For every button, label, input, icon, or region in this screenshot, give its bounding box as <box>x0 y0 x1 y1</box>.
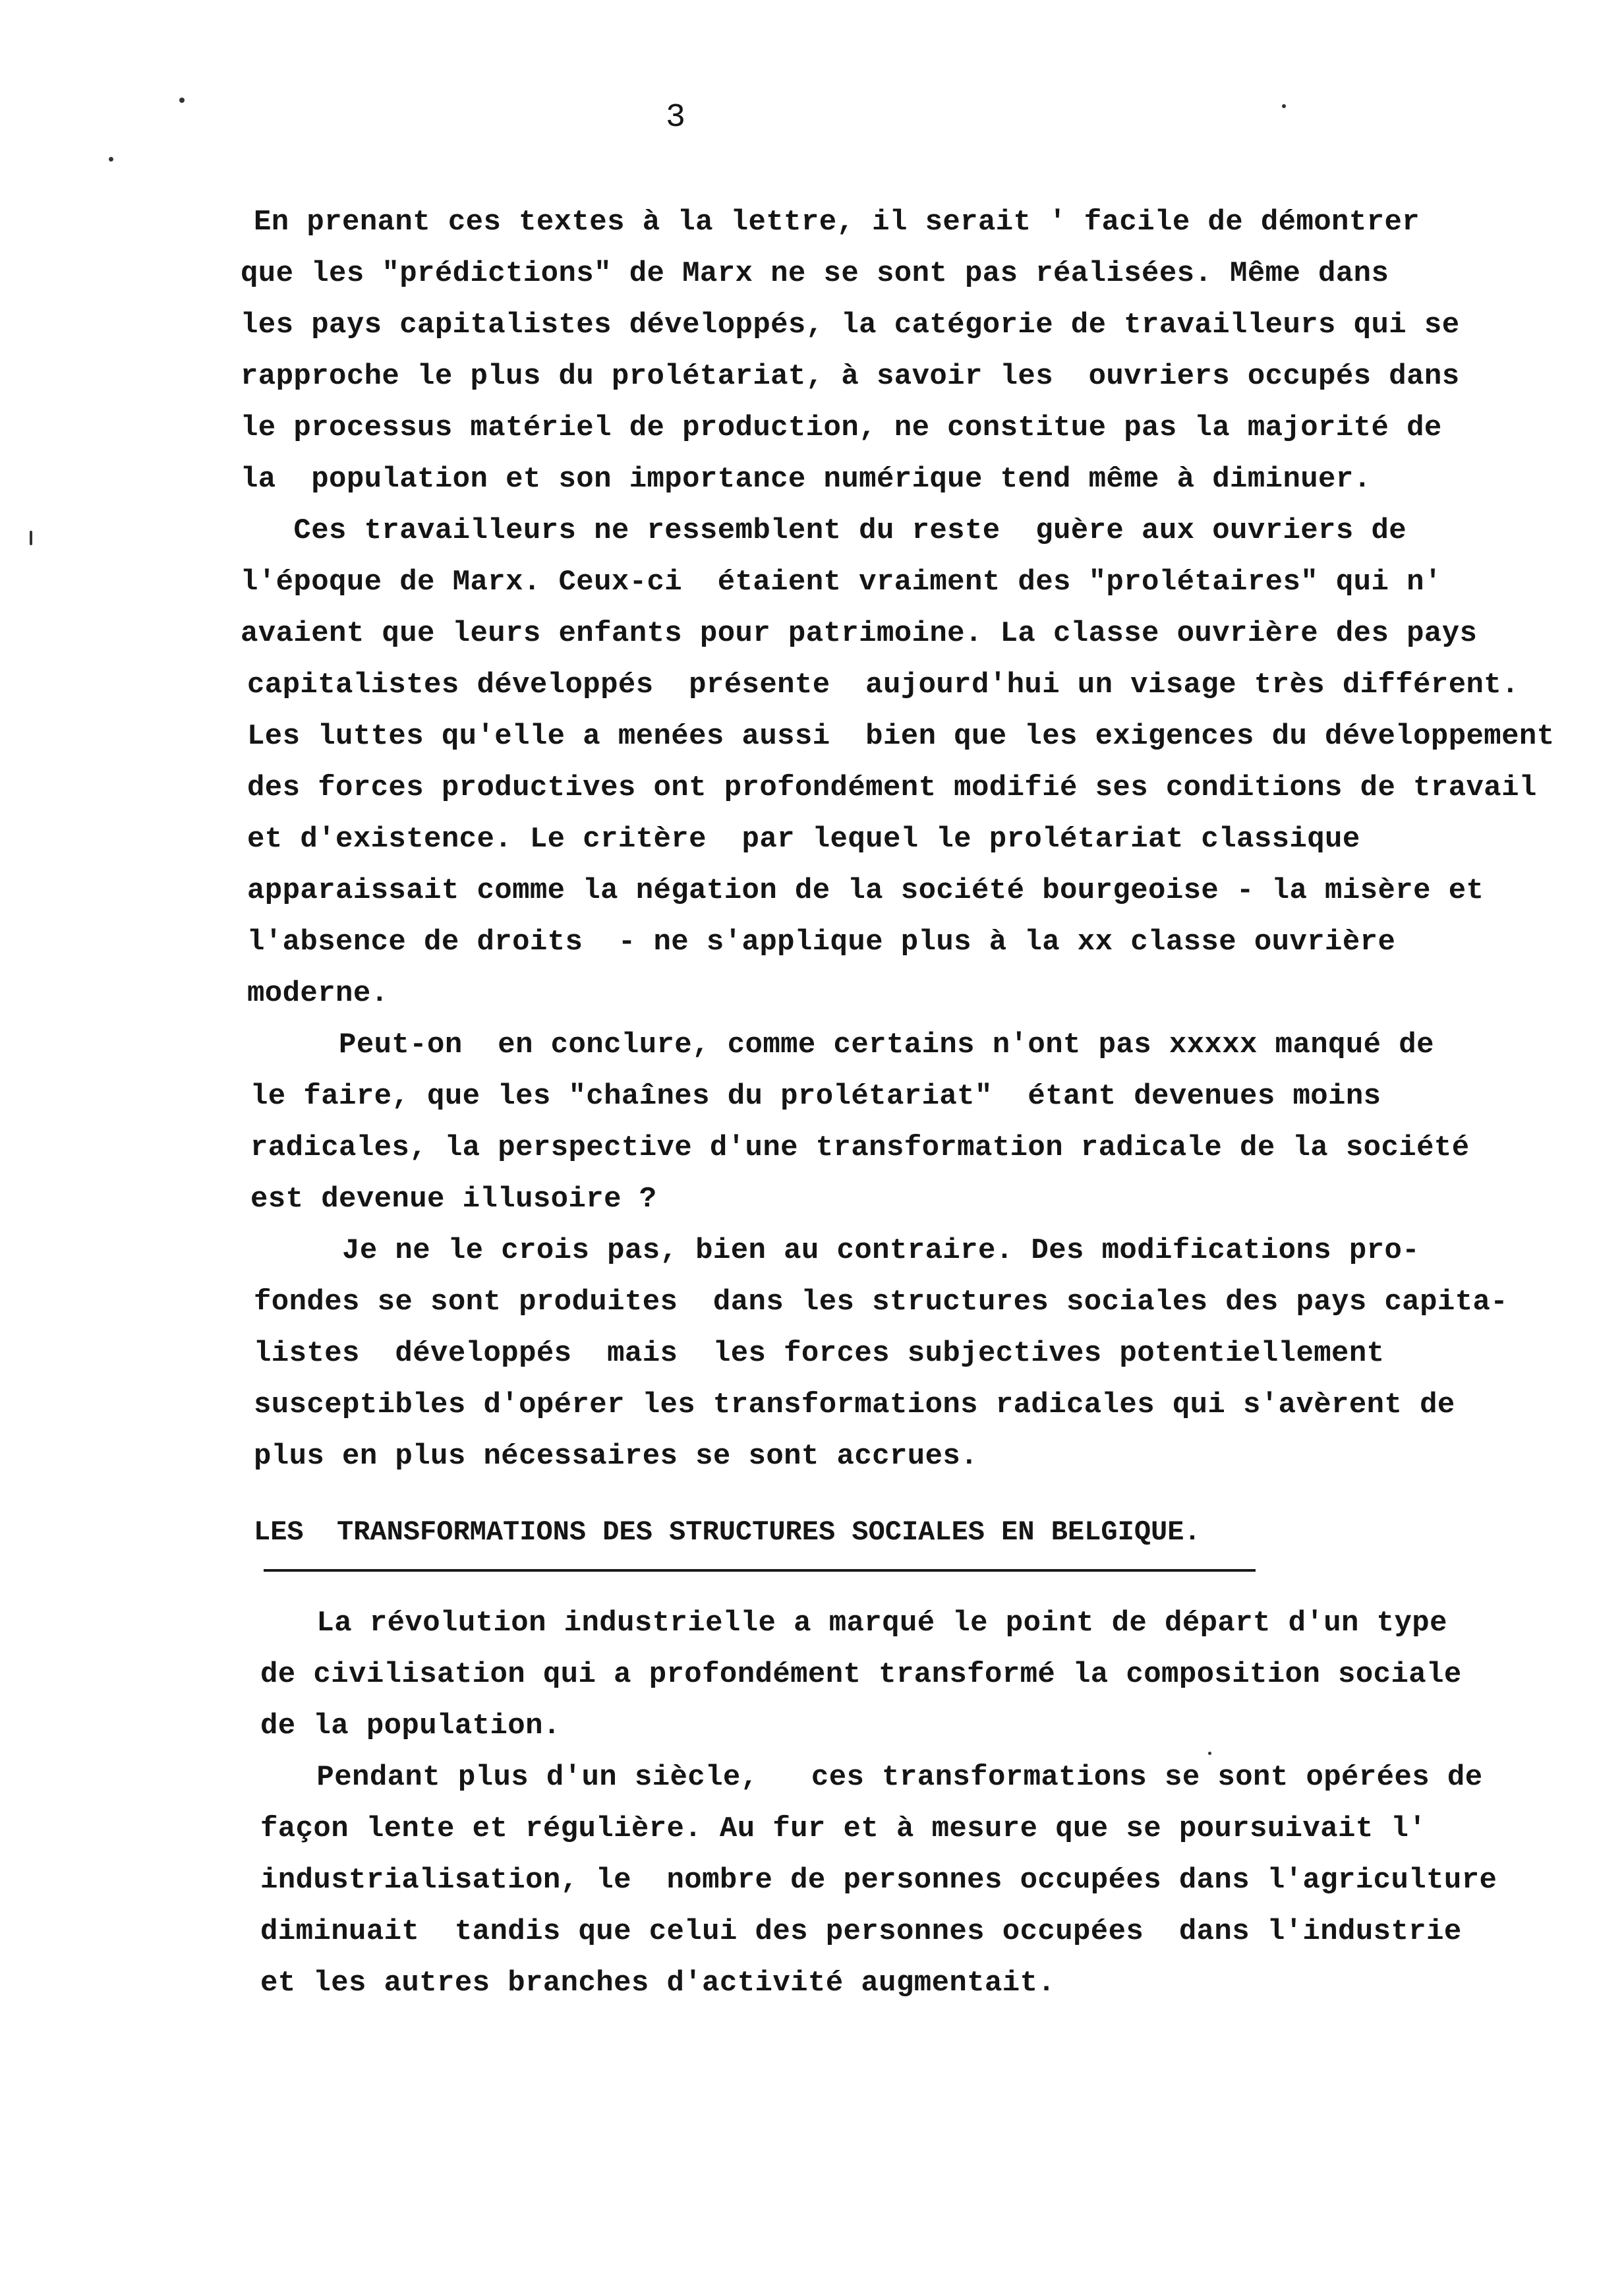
text-line: listes développés mais les forces subjectives potentiellement <box>254 1337 1385 1370</box>
text-line: les pays capitalistes développés, la catégorie de travailleurs qui se <box>241 309 1460 342</box>
scan-speck <box>179 98 185 103</box>
text-line: apparaissait comme la négation de la société bourgeoise - la misère et <box>247 874 1484 907</box>
text-line: plus en plus nécessaires se sont accrues. <box>254 1440 978 1473</box>
scan-speck <box>1282 104 1286 108</box>
text-line: et les autres branches d'activité augmentait. <box>260 1967 1056 2000</box>
text-line: l'époque de Marx. Ceux-ci étaient vraiment des "prolétaires" qui n' <box>241 566 1442 599</box>
text-line: industrialisation, le nombre de personnes occupées dans l'agriculture <box>260 1864 1497 1897</box>
text-line: des forces productives ont profondément modifié ses conditions de travail <box>247 771 1537 804</box>
text-line: de la population. <box>260 1709 561 1742</box>
text-line: radicales, la perspective d'une transformation radicale de la société <box>250 1131 1470 1164</box>
text-line: En prenant ces textes à la lettre, il serait ' facile de démontrer <box>254 206 1420 239</box>
text-line: de civilisation qui a profondément transformé la composition sociale <box>260 1658 1462 1691</box>
page-number: 3 <box>666 99 686 136</box>
text-line: rapproche le plus du prolétariat, à savoir les ouvriers occupés dans <box>241 360 1460 393</box>
text-line: façon lente et régulière. Au fur et à mesure que se poursuivait l' <box>260 1812 1427 1845</box>
text-line: Je ne le crois pas, bien au contraire. Des modifications pro- <box>254 1234 1420 1267</box>
text-line: capitalistes développés présente aujourd'hui un visage très différent. <box>247 669 1519 701</box>
text-line: le processus matériel de production, ne constitue pas la majorité de <box>241 411 1442 444</box>
text-line: la population et son importance numérique tend même à diminuer. <box>241 463 1372 496</box>
text-line: La révolution industrielle a marqué le point de départ d'un type <box>264 1607 1447 1640</box>
text-line: fondes se sont produites dans les structures sociales des pays capita- <box>254 1286 1509 1319</box>
text-line: le faire, que les "chaînes du prolétariat" étant devenues moins <box>250 1080 1381 1113</box>
heading-underline <box>264 1569 1256 1572</box>
text-line: Pendant plus d'un siècle, ces transformations se sont opérées de <box>264 1761 1483 1794</box>
text-line: Les luttes qu'elle a menées aussi bien que les exigences du développement <box>247 720 1555 753</box>
section-heading: LES TRANSFORMATIONS DES STRUCTURES SOCIALES EN BELGIQUE. <box>254 1516 1201 1548</box>
text-line: diminuait tandis que celui des personnes occupées dans l'industrie <box>260 1915 1462 1948</box>
text-line: que les "prédictions" de Marx ne se sont pas réalisées. Même dans <box>241 257 1389 290</box>
scan-speck <box>30 531 32 545</box>
text-line: Peut-on en conclure, comme certains n'ont pas xxxxx manqué de <box>250 1028 1434 1061</box>
scan-speck <box>109 157 113 162</box>
scan-speck <box>1208 1752 1211 1755</box>
text-line: moderne. <box>247 977 389 1010</box>
text-line: l'absence de droits - ne s'applique plus à la xx classe ouvrière <box>247 926 1396 959</box>
text-line: Ces travailleurs ne ressemblent du reste guère aux ouvriers de <box>241 514 1407 547</box>
text-line: avaient que leurs enfants pour patrimoine. La classe ouvrière des pays <box>241 617 1478 650</box>
text-line: et d'existence. Le critère par lequel le prolétariat classique <box>247 823 1360 856</box>
text-line: susceptibles d'opérer les transformations radicales qui s'avèrent de <box>254 1388 1455 1421</box>
text-line: est devenue illusoire ? <box>250 1183 657 1216</box>
